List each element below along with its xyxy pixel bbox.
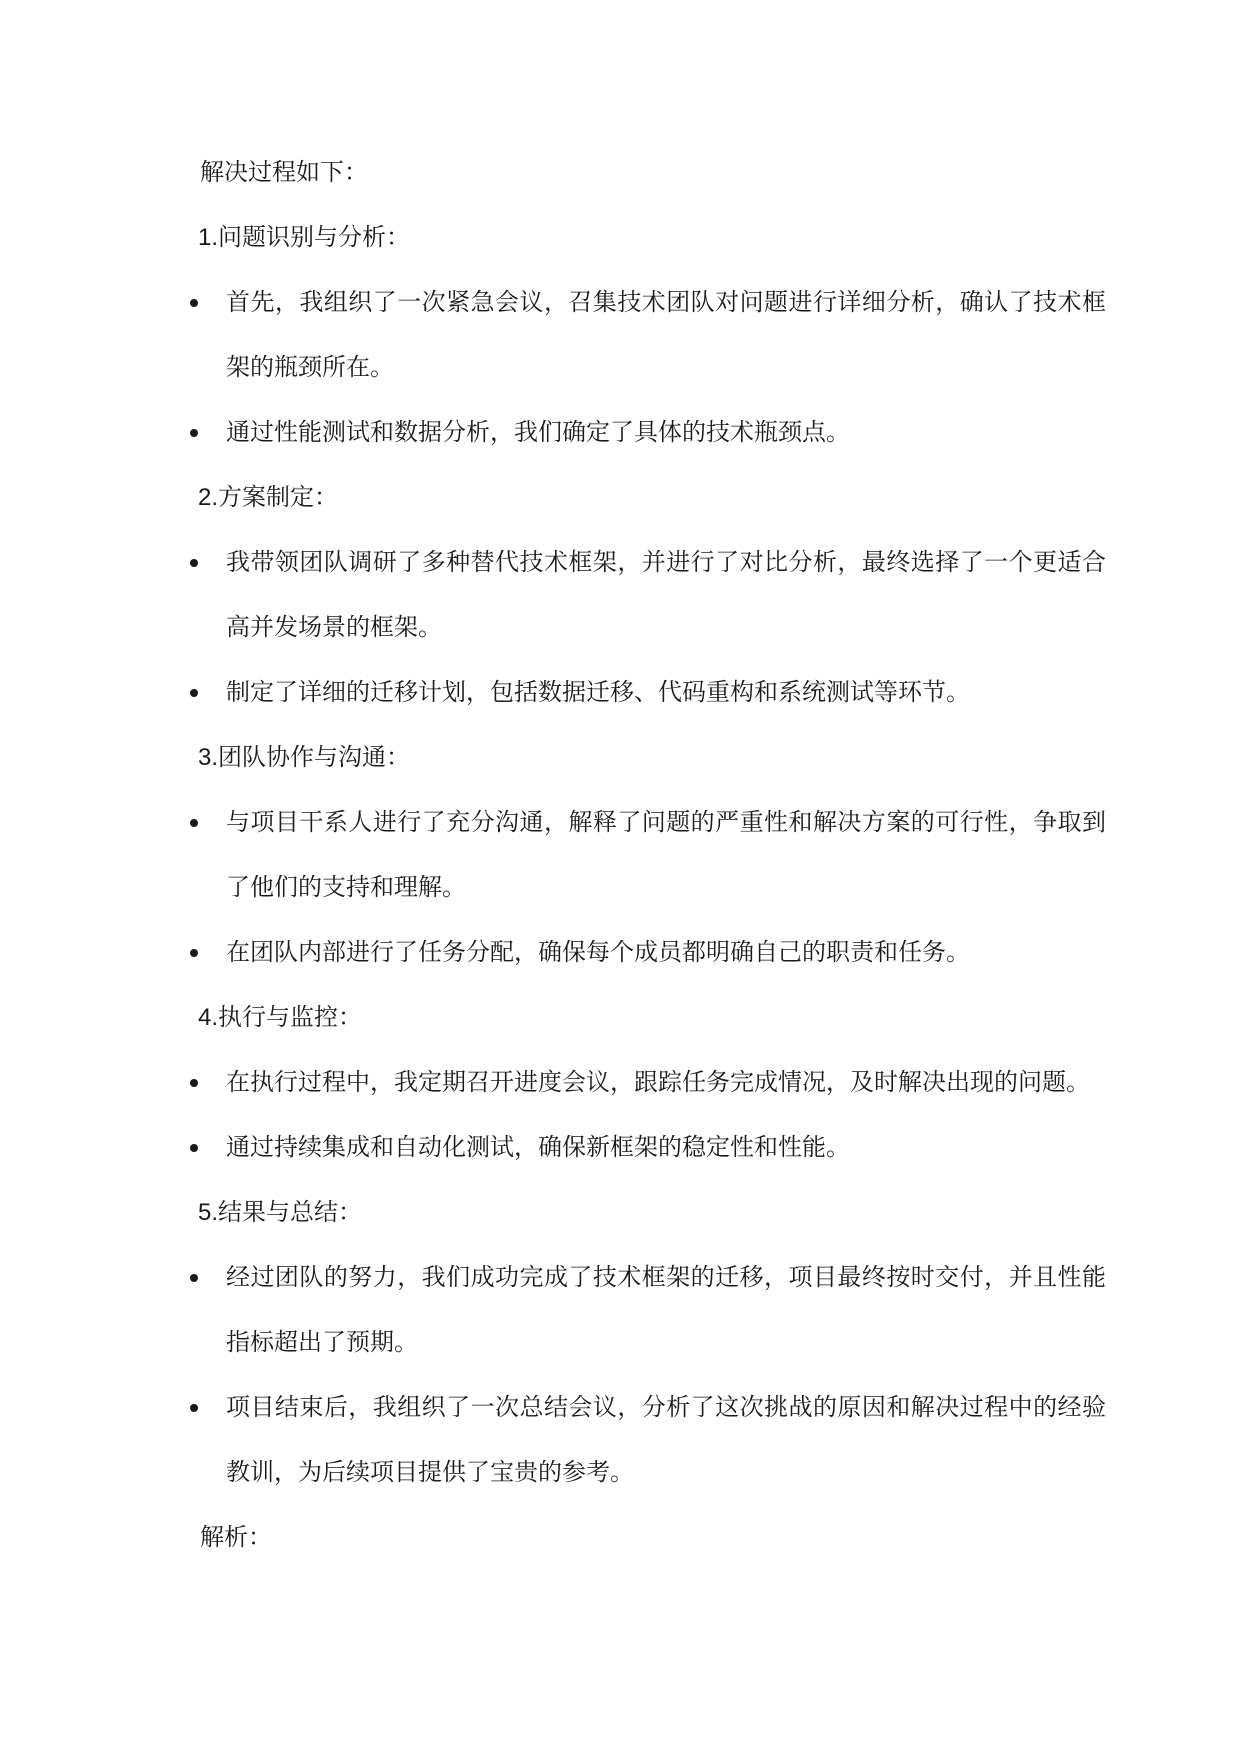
section-title: 团队协作与沟通： — [218, 743, 411, 771]
bullet-dot-icon — [190, 530, 200, 595]
bullet-text: 通过性能测试和数据分析，我们确定了具体的技术瓶颈点。 — [226, 418, 850, 446]
closing-paragraph: 解析： — [200, 1523, 272, 1551]
bullet-text: 在团队内部进行了任务分配，确保每个成员都明确自己的职责和任务。 — [226, 938, 970, 966]
intro-paragraph: 解决过程如下： — [200, 158, 368, 186]
section-heading-2 — [198, 465, 1090, 530]
bullet-dot-icon — [190, 1115, 200, 1180]
bullet-item — [200, 790, 1106, 920]
bullet-text: 与项目干系人进行了充分沟通，解释了问题的严重性和解决方案的可行性，争取到了他们的支持和理解。 — [226, 808, 1106, 901]
section-title: 结果与总结： — [218, 1198, 363, 1226]
section-number: 1. — [198, 224, 219, 251]
bullet-dot-icon — [190, 790, 200, 855]
section-title: 执行与监控： — [218, 1003, 363, 1031]
section-heading-5 — [198, 1180, 1090, 1245]
bullet-item — [200, 1245, 1106, 1375]
bullet-text: 经过团队的努力，我们成功完成了技术框架的迁移，项目最终按时交付，并且性能指标超出了预期。 — [226, 1263, 1106, 1356]
bullet-dot-icon — [190, 1375, 200, 1440]
section-number: 4. — [198, 1004, 219, 1031]
section-number: 5. — [198, 1199, 219, 1226]
document-body — [198, 140, 1106, 1570]
section-heading-1 — [198, 205, 1090, 270]
section-heading-3 — [198, 725, 1090, 790]
bullet-item — [200, 1375, 1106, 1505]
bullet-dot-icon — [190, 400, 200, 465]
bullet-dot-icon — [190, 920, 200, 985]
bullet-dot-icon — [190, 1050, 200, 1115]
section-title: 问题识别与分析： — [218, 223, 411, 251]
bullet-item — [200, 920, 1106, 985]
bullet-item — [200, 400, 1106, 465]
section-title: 方案制定： — [218, 483, 339, 511]
bullet-text: 项目结束后，我组织了一次总结会议，分析了这次挑战的原因和解决过程中的经验教训，为后续项目提供了宝贵的参考。 — [226, 1393, 1106, 1486]
bullet-dot-icon — [190, 270, 200, 335]
bullet-text: 在执行过程中，我定期召开进度会议，跟踪任务完成情况，及时解决出现的问题。 — [226, 1068, 1090, 1096]
section-number: 3. — [198, 744, 219, 771]
bullet-item — [200, 1050, 1106, 1115]
bullet-item — [200, 1115, 1106, 1180]
bullet-item — [200, 530, 1106, 660]
section-heading-4 — [198, 985, 1090, 1050]
bullet-dot-icon — [190, 660, 200, 725]
bullet-text: 制定了详细的迁移计划，包括数据迁移、代码重构和系统测试等环节。 — [226, 678, 970, 706]
bullet-text: 我带领团队调研了多种替代技术框架，并进行了对比分析，最终选择了一个更适合高并发场景的框架。 — [226, 548, 1106, 641]
section-number: 2. — [198, 484, 219, 511]
bullet-text: 首先，我组织了一次紧急会议，召集技术团队对问题进行详细分析，确认了技术框架的瓶颈所在。 — [226, 288, 1106, 381]
bullet-dot-icon — [190, 1245, 200, 1310]
bullet-item — [200, 270, 1106, 400]
bullet-item — [200, 660, 1106, 725]
bullet-text: 通过持续集成和自动化测试，确保新框架的稳定性和性能。 — [226, 1133, 850, 1161]
